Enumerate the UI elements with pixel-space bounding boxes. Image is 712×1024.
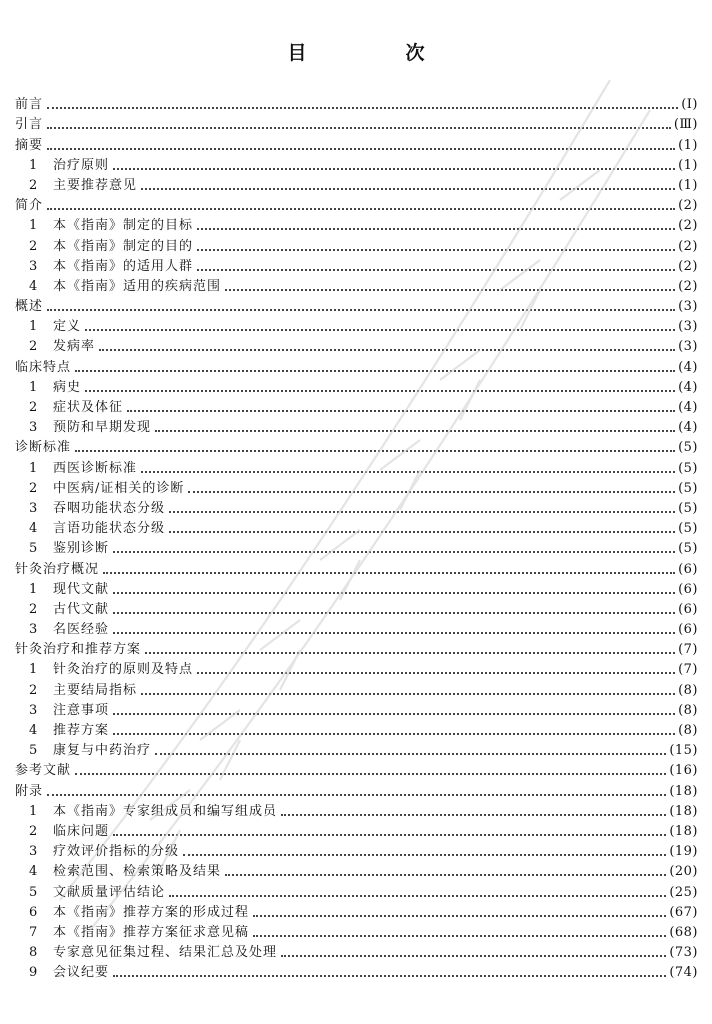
- toc-entry-label: 前言: [15, 97, 44, 113]
- toc-entry-number: 5: [29, 541, 38, 557]
- toc-entry-number: 3: [29, 702, 38, 718]
- toc-entry-label: 治疗原则: [53, 157, 110, 173]
- toc-entry[interactable]: [15, 93, 698, 113]
- toc-entry-number: 2: [29, 823, 38, 839]
- toc-dot-leader: [113, 162, 675, 170]
- toc-entry-number: 1: [29, 157, 38, 173]
- toc-entry-label: 参考文献: [15, 763, 72, 779]
- toc-entry-number: 7: [29, 924, 38, 940]
- toc-entry-number: 4: [29, 278, 38, 294]
- toc-entry[interactable]: [15, 396, 698, 416]
- toc-dot-leader: [197, 666, 675, 674]
- toc-dot-leader: [141, 182, 675, 190]
- toc-dot-leader: [113, 626, 675, 634]
- toc-entry[interactable]: [15, 678, 698, 698]
- toc-entry-page: (8): [678, 682, 698, 698]
- toc-entry[interactable]: [15, 174, 698, 194]
- toc-entry-label: 主要结局指标: [53, 682, 138, 698]
- toc-entry-label: 古代文献: [53, 601, 110, 617]
- toc-entry-number: 2: [29, 177, 38, 193]
- toc-entry-number: 3: [29, 258, 38, 274]
- toc-entry-label: 简介: [15, 198, 44, 214]
- toc-dot-leader: [169, 525, 675, 533]
- toc-entry-label: 诊断标准: [15, 440, 72, 456]
- toc-dot-leader: [75, 364, 675, 372]
- toc-entry-number: 4: [29, 723, 38, 738]
- toc-entry[interactable]: [15, 820, 698, 840]
- toc-entry-page: (Ⅲ): [673, 117, 698, 133]
- toc-entry[interactable]: [15, 840, 698, 860]
- toc-entry-page: (5): [678, 500, 698, 516]
- toc-dot-leader: [47, 303, 675, 311]
- toc-dot-leader: [47, 121, 671, 129]
- toc-dot-leader: [75, 767, 666, 775]
- toc-entry-number: 3: [29, 420, 38, 436]
- toc-entry-page: (2): [678, 218, 698, 234]
- toc-entry-page: (18): [669, 783, 698, 799]
- toc-entry-label: 本《指南》专家组成员和编写组成员: [53, 803, 278, 819]
- toc-entry[interactable]: [15, 800, 698, 820]
- toc-dot-leader: [197, 243, 675, 251]
- toc-entry[interactable]: [15, 255, 698, 275]
- toc-entry[interactable]: [15, 355, 698, 375]
- toc-dot-leader: [197, 263, 675, 271]
- toc-entry-number: 2: [29, 601, 38, 617]
- toc-entry-page: (4): [678, 400, 698, 415]
- toc-entry-page: (18): [669, 823, 698, 839]
- toc-entry-label: 摘要: [15, 137, 44, 153]
- toc-entry-page: (19): [669, 844, 698, 860]
- toc-dot-leader: [169, 889, 666, 897]
- toc-entry-label: 定义: [53, 319, 82, 335]
- toc-entry-label: 本《指南》推荐方案征求意见稿: [53, 924, 250, 940]
- toc-entry-page: (2): [678, 198, 698, 214]
- toc-entry-page: (8): [678, 702, 698, 718]
- toc-entry-label: 鉴别诊断: [53, 541, 110, 557]
- toc-entry[interactable]: [15, 658, 698, 678]
- toc-dot-leader: [47, 202, 675, 210]
- toc-entry-label: 西医诊断标准: [53, 460, 138, 476]
- toc-entry-label: 专家意见征集过程、结果汇总及处理: [53, 945, 278, 961]
- toc-entry-page: (1): [678, 157, 698, 173]
- toc-entry-label: 针灸治疗概况: [15, 561, 100, 577]
- toc-entry[interactable]: [15, 295, 698, 315]
- toc-entry[interactable]: [15, 961, 698, 981]
- toc-entry[interactable]: [15, 436, 698, 456]
- toc-entry-page: (7): [678, 662, 698, 678]
- toc-entry-page: (1): [678, 177, 698, 193]
- toc-entry-label: 本《指南》制定的目标: [53, 218, 194, 234]
- toc-dot-leader: [47, 142, 675, 150]
- toc-entry[interactable]: [15, 416, 698, 436]
- toc-entry-number: 3: [29, 500, 38, 516]
- toc-dot-leader: [155, 424, 675, 432]
- toc-entry-page: (4): [678, 379, 698, 395]
- toc-entry[interactable]: [15, 880, 698, 900]
- toc-entry-page: (7): [678, 642, 698, 658]
- toc-entry-number: 5: [29, 743, 38, 759]
- toc-dot-leader: [225, 283, 675, 291]
- toc-dot-leader: [85, 384, 675, 392]
- toc-entry-page: (6): [678, 561, 698, 577]
- toc-entry-number: 3: [29, 622, 38, 638]
- toc-entry[interactable]: [15, 113, 698, 133]
- toc-entry-label: 预防和早期发现: [53, 420, 152, 436]
- page-title: 目 次: [287, 42, 465, 64]
- toc-entry-page: (8): [678, 723, 698, 738]
- toc-entry[interactable]: [15, 578, 698, 598]
- toc-entry-page: (16): [669, 763, 698, 779]
- toc-entry-label: 会议纪要: [53, 965, 110, 981]
- toc-dot-leader: [141, 687, 675, 695]
- toc-entry-number: 2: [29, 339, 38, 355]
- toc-entry-number: 1: [29, 803, 38, 819]
- toc-entry-label: 症状及体征: [53, 400, 124, 415]
- toc-dot-leader: [183, 848, 666, 856]
- toc-entry-label: 临床特点: [15, 359, 72, 375]
- toc-entry-page: (3): [678, 319, 698, 335]
- toc-entry-page: (67): [669, 904, 698, 920]
- toc-dot-leader: [113, 828, 666, 836]
- toc-entry-page: (2): [678, 258, 698, 274]
- toc-entry-label: 附录: [15, 783, 44, 799]
- toc-entry[interactable]: [15, 901, 698, 921]
- toc-entry[interactable]: [15, 598, 698, 618]
- toc-entry-page: (15): [669, 743, 698, 759]
- toc-entry-label: 本《指南》制定的目的: [53, 238, 194, 254]
- toc-entry-page: (1): [678, 137, 698, 153]
- toc-entry[interactable]: [15, 335, 698, 355]
- toc-entry-label: 注意事项: [53, 702, 110, 718]
- toc-dot-leader: [113, 606, 675, 614]
- toc-entry[interactable]: [15, 133, 698, 153]
- toc-entry-label: 本《指南》推荐方案的形成过程: [53, 904, 250, 920]
- table-of-contents: [15, 93, 698, 981]
- toc-entry[interactable]: [15, 941, 698, 961]
- toc-dot-leader: [99, 343, 675, 351]
- toc-entry[interactable]: [15, 497, 698, 517]
- toc-entry-label: 本《指南》适用的疾病范围: [53, 278, 222, 294]
- toc-entry[interactable]: [15, 275, 698, 295]
- toc-dot-leader: [188, 485, 675, 493]
- toc-entry-page: (4): [678, 359, 698, 375]
- toc-entry-label: 文献质量评估结论: [53, 884, 166, 900]
- toc-entry[interactable]: [15, 860, 698, 880]
- toc-entry-label: 现代文献: [53, 581, 110, 597]
- toc-entry-label: 主要推荐意见: [53, 177, 138, 193]
- toc-entry-page: (2): [678, 278, 698, 294]
- toc-dot-leader: [103, 566, 675, 574]
- toc-entry-label: 临床问题: [53, 823, 110, 839]
- toc-dot-leader: [127, 404, 675, 412]
- toc-entry-number: 6: [29, 904, 38, 920]
- toc-dot-leader: [113, 727, 675, 735]
- toc-entry-label: 中医病/证相关的诊断: [53, 480, 185, 496]
- toc-entry-number: 2: [29, 480, 38, 496]
- toc-dot-leader: [197, 222, 675, 230]
- toc-entry-label: 检索范围、检索策略及结果: [53, 864, 222, 880]
- toc-dot-leader: [47, 788, 666, 796]
- toc-entry-page: (68): [669, 924, 698, 940]
- toc-dot-leader: [281, 808, 666, 816]
- toc-entry-page: (6): [678, 622, 698, 638]
- toc-entry[interactable]: [15, 699, 698, 719]
- toc-entry-number: 3: [29, 844, 38, 860]
- toc-entry-number: 2: [29, 682, 38, 698]
- toc-entry[interactable]: [15, 557, 698, 577]
- toc-entry-page: (6): [678, 581, 698, 597]
- toc-entry[interactable]: [15, 921, 698, 941]
- toc-entry-number: 1: [29, 581, 38, 597]
- toc-dot-leader: [113, 586, 675, 594]
- toc-entry-number: 2: [29, 400, 38, 415]
- toc-entry-page: (2): [678, 238, 698, 254]
- toc-entry[interactable]: [15, 234, 698, 254]
- toc-entry-label: 康复与中药治疗: [53, 743, 152, 759]
- toc-dot-leader: [113, 969, 666, 977]
- toc-dot-leader: [85, 323, 675, 331]
- toc-entry[interactable]: [15, 638, 698, 658]
- toc-entry-number: 1: [29, 662, 38, 678]
- toc-entry-number: 8: [29, 945, 38, 961]
- toc-entry[interactable]: [15, 456, 698, 476]
- toc-entry-page: (3): [678, 339, 698, 355]
- toc-entry-page: (5): [678, 541, 698, 557]
- toc-entry-label: 引言: [15, 117, 44, 133]
- toc-dot-leader: [145, 646, 675, 654]
- toc-entry[interactable]: [15, 618, 698, 638]
- toc-dot-leader: [225, 868, 666, 876]
- toc-entry[interactable]: [15, 315, 698, 335]
- toc-entry-label: 针灸治疗和推荐方案: [15, 642, 142, 658]
- toc-entry-page: (3): [678, 299, 698, 315]
- toc-entry-number: 1: [29, 460, 38, 476]
- toc-entry-label: 发病率: [53, 339, 96, 355]
- toc-entry[interactable]: [15, 154, 698, 174]
- toc-dot-leader: [141, 465, 675, 473]
- toc-dot-leader: [281, 949, 666, 957]
- toc-entry[interactable]: [15, 376, 698, 396]
- toc-entry-page: (5): [678, 440, 698, 456]
- toc-entry-page: (5): [678, 521, 698, 537]
- toc-entry-page: (5): [678, 480, 698, 496]
- toc-dot-leader: [113, 545, 675, 553]
- toc-entry[interactable]: [15, 759, 698, 779]
- toc-entry[interactable]: [15, 517, 698, 537]
- toc-entry-label: 疗效评价指标的分级: [53, 844, 180, 860]
- toc-entry[interactable]: [15, 719, 698, 739]
- toc-entry-number: 9: [29, 965, 38, 981]
- toc-entry-label: 推荐方案: [53, 723, 110, 738]
- toc-dot-leader: [155, 747, 666, 755]
- toc-dot-leader: [113, 707, 675, 715]
- toc-entry[interactable]: [15, 739, 698, 759]
- toc-entry-page: (20): [669, 864, 698, 880]
- toc-dot-leader: [253, 929, 666, 937]
- toc-dot-leader: [75, 444, 675, 452]
- toc-entry-page: (25): [669, 884, 698, 900]
- toc-dot-leader: [253, 909, 666, 917]
- toc-entry-label: 病史: [53, 379, 82, 395]
- toc-entry-number: 1: [29, 319, 38, 335]
- toc-entry-label: 本《指南》的适用人群: [53, 258, 194, 274]
- toc-entry-number: 4: [29, 521, 38, 537]
- toc-entry-page: (73): [669, 945, 698, 961]
- toc-entry[interactable]: [15, 477, 698, 497]
- toc-entry-number: 2: [29, 238, 38, 254]
- toc-entry-number: 1: [29, 379, 38, 395]
- toc-entry-label: 概述: [15, 299, 44, 315]
- toc-entry-label: 言语功能状态分级: [53, 521, 166, 537]
- toc-entry[interactable]: [15, 537, 698, 557]
- toc-dot-leader: [169, 505, 675, 513]
- toc-dot-leader: [47, 101, 678, 109]
- toc-entry-number: 5: [29, 884, 38, 900]
- toc-entry-label: 吞咽功能状态分级: [53, 500, 166, 516]
- toc-entry-number: 1: [29, 218, 38, 234]
- toc-entry[interactable]: [15, 214, 698, 234]
- toc-entry-page: (5): [678, 460, 698, 476]
- toc-entry[interactable]: [15, 779, 698, 799]
- toc-entry-page: (18): [669, 803, 698, 819]
- toc-entry-label: 名医经验: [53, 622, 110, 638]
- toc-entry-page: (6): [678, 601, 698, 617]
- toc-entry-page: (74): [669, 965, 698, 981]
- toc-entry-page: (4): [678, 420, 698, 436]
- toc-entry[interactable]: [15, 194, 698, 214]
- toc-entry-page: (Ⅰ): [681, 97, 698, 113]
- toc-entry-number: 4: [29, 864, 38, 880]
- toc-entry-label: 针灸治疗的原则及特点: [53, 662, 194, 678]
